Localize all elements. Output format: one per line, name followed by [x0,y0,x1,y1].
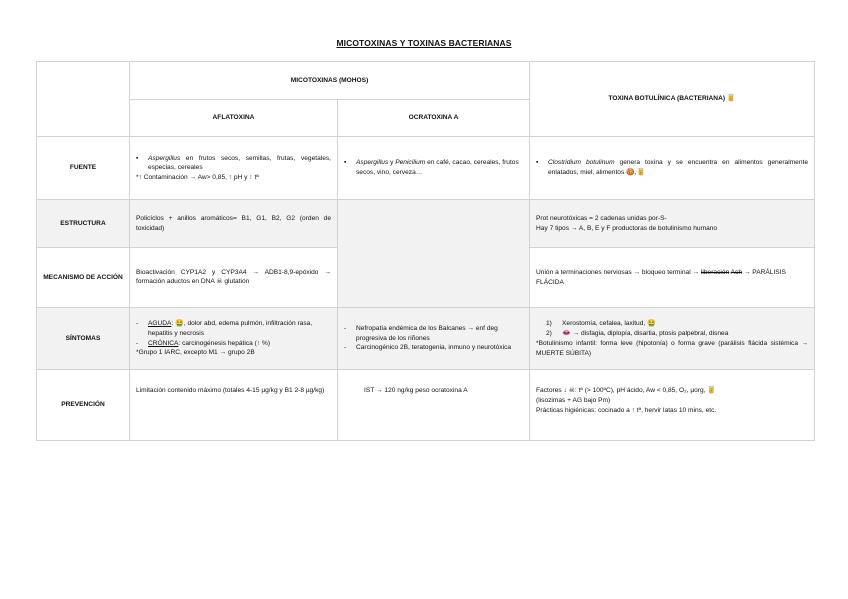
row-label: ESTRUCTURA [37,200,130,248]
estructura-aflatoxina: Policíclos + anillos aromáticos= B1, G1, B2, G2 (orden de toxicidad) [130,200,338,248]
skull-icon: ☠ [568,387,575,394]
header-micotoxinas: MICOTOXINAS (MOHOS) [130,62,530,100]
estructura-ocratoxina [338,200,530,308]
row-label: PREVENCIÓN [37,370,130,441]
mouth-icon: 👄 [562,329,571,337]
sintomas-ocratoxina: - Nefropatía endémica de los Balcanes → enf deg progresiva de los riñones - Carcinogénico 2B, teratogenia, inmuno y neurotóxica [338,308,530,370]
row-fuente [37,137,815,200]
sick-face-icon: 🤮 [647,319,656,327]
prevencion-aflatoxina: Limitación contenido máximo (totales 4-15 µg/kg y B1 2-8 µg/kg) [130,370,338,441]
can-icon: 🥫 [726,94,736,102]
row-label: FUENTE [37,137,130,200]
skull-icon: ☠ [216,278,223,286]
header-ocratoxina: OCRATOXINA A [338,100,530,137]
header-aflatoxina: AFLATOXINA [130,100,338,137]
row-prevencion [37,370,815,441]
row-sintomas [37,308,815,370]
sintomas-botulinica: 1) Xerostomía, cefalea, laxitud, 🤮 2) 👄 → disfagia, diplopía, disartia, ptosis palpebral, disnea *Botulinismo infantil: forma leve (hipotonía) o forma grave (parálisis flácida sistémica → MUERTE SÚBITA) [530,308,815,370]
jar-icon: 🥫 [636,168,646,176]
toxins-table [36,61,815,441]
sintomas-aflatoxina: - AGUDA: 🤮, dolor abd, edema pulmón, infiltración rasa, hepatitis y necrosis - CRÓNICA: carcinogénesis hepática (↑ %) *Grupo 1 IARC, excepto M1 → grupo 2B [130,308,338,370]
sick-face-icon: 🤮 [175,320,184,328]
prevencion-ocratoxina: IST → 120 ng/kg peso ocratoxina A [338,370,530,441]
row-estructura [37,200,815,248]
fuente-ocratoxina: ▪ Aspergillus y Penicilium en café, cacao, cereales, frutos secos, vino, cerveza… [338,137,530,200]
page-title: MICOTOXINAS Y TOXINAS BACTERIANAS [336,38,512,48]
mecanismo-botulinica: Unión a terminaciones nerviosas → bloqueo terminal → liberación Ach → PARÁLISIS FLÁCIDA [530,248,815,308]
prevencion-botulinica: Factores ↓ ☠: tª (> 100ºC), pH ácido, Aw < 0,85, O₂, µorg, 🥫 (lisozimas + AG bajo Pm) Prácticas higiénicas: cocinado a ↑ tª, hervir latas 10 mins, etc. [530,370,815,441]
row-label: MECANISMO DE ACCIÓN [37,248,130,308]
jar-icon: 🥫 [707,387,717,394]
corner-cell [37,62,130,137]
row-label: SÍNTOMAS [37,308,130,370]
mecanismo-aflatoxina: Bioactivación CYP1A2 y CYP3A4 → ADB1-8,9-epóxido → formación aductos en DNA ☠ glutatión [130,248,338,308]
fuente-aflatoxina: ▪ Aspergillus en frutos secos, semillas, frutas, vegetales, especias, cereales *↑ Contaminación → Aw> 0,85, ↑ pH y ↑ tª [130,137,338,200]
fuente-botulinica: ▪ Clostridium botulinum genera toxina y se encuentra en alimentos generalmente enlatados, miel, alimentos 🍪,🥫 [530,137,815,200]
estructura-botulinica: Prot neurotóxicas = 2 cadenas unidas por-S- Hay 7 tipos → A, B, E y F productoras de botulinismo humano [530,200,815,248]
cookie-icon: 🍪 [626,168,635,176]
header-botulinica: TOXINA BOTULÍNICA (BACTERIANA) 🥫 [530,62,815,137]
